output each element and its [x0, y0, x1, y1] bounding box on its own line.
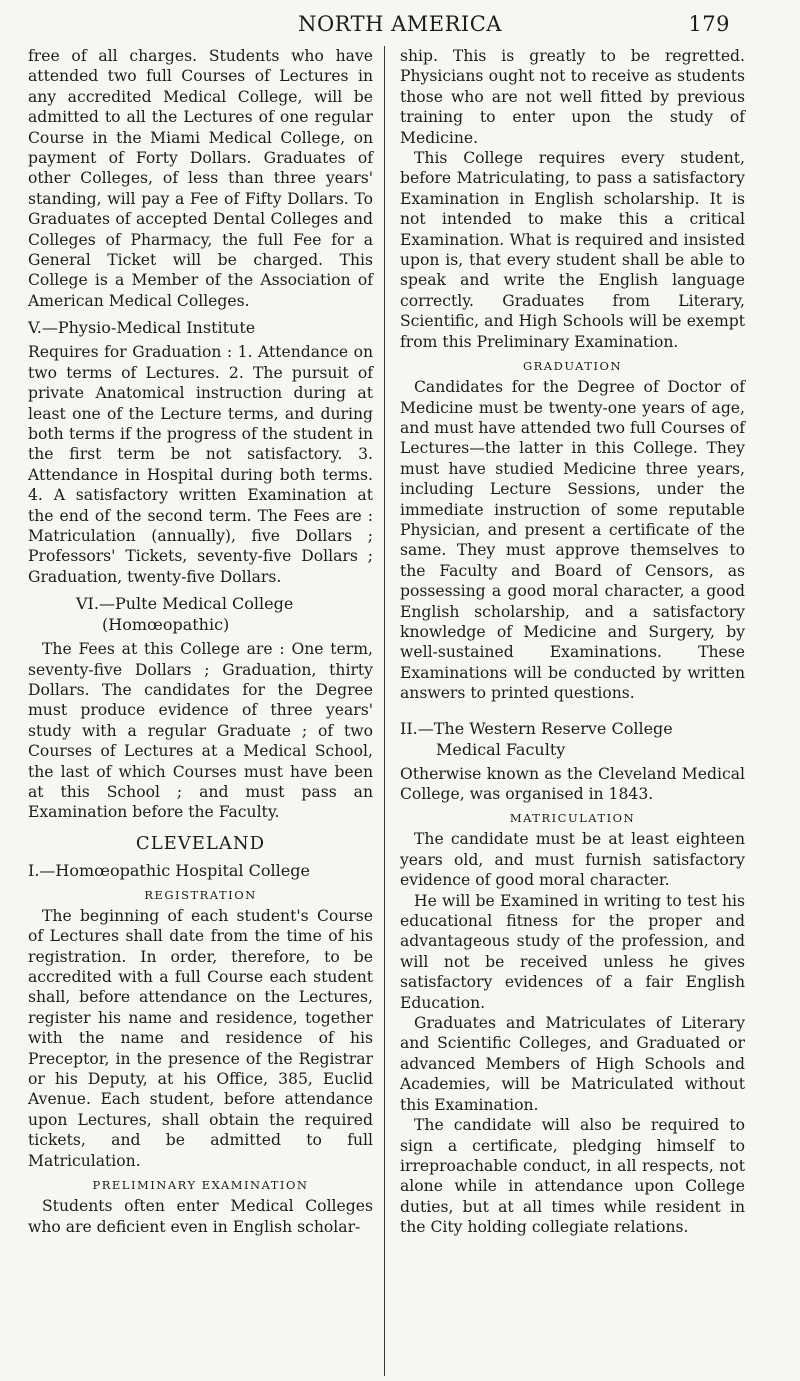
matriculation-paragraph-2: He will be Examined in writing to test his educational fitness for the proper and advantageous study of the profession, and will not be received unless he gives satisfactory evidences of a fair English Education.	[400, 891, 745, 1012]
pulte-heading: VI.—Pulte Medical College	[76, 594, 294, 614]
homoeopathic-hospital-heading: I.—Homœopathic Hospital College	[28, 860, 310, 880]
right-column	[400, 46, 745, 1238]
miami-fees-paragraph: free of all charges. Students who have attended two full Courses of Lectures in any accredited Medical College, will be admitted to all the Lectures of one regular Course in the Miami Medical College, on payment of Forty Dollars. Graduates of other Colleges, of less than three years' standing, will pay a Fee of Fifty Dollars. To Graduates of accepted Dental Colleges and Colleges of Pharmacy, the full Fee for a General Ticket will be charged. This College is a Member of the Association of American Medical Colleges.	[28, 47, 373, 310]
registration-subheading: REGISTRATION	[144, 887, 257, 902]
physio-medical-paragraph: Requires for Graduation : 1. Attendance on two terms of Lectures. 2. The pursuit of private Anatomical instruction during at least one of the Lecture terms, and during both terms if the progress of the student in the first term be not satisfactory. 3. Attendance in Hospital during both terms. 4. A satisfactory written Examination at the end of the second term. The Fees are : Matriculation (annually), five Dollars ; Professors' Tickets, seventy-five Dollars ; Graduation, twenty-five Dollars.	[28, 343, 373, 586]
matriculation-subheading: MATRICULATION	[509, 811, 636, 826]
graduation-subheading: GRADUATION	[522, 359, 623, 374]
column-divider	[384, 46, 385, 1376]
left-column	[28, 46, 373, 1237]
registration-paragraph: The beginning of each student's Course of Lectures shall date from the time of his registration. In order, therefore, to be accredited with a full Course each student shall, before attendance on the Lectures, register his name and residence, together with the name and residence of his Preceptor, in the presence of the Registrar or his Deputy, at his Office, 385, Euclid Avenue. Each student, before attendance upon Lectures, shall obtain the required tickets, and be admitted to full Matriculation.	[28, 906, 373, 1170]
english-examination-paragraph: This College requires every student, before Matriculating, to pass a satisfactory Examination in English scholarship. It is not intended to make this a critical Examination. What is required and insisted upon is, that every student shall be able to speak and write the English language correctly. Graduates from Literary, Scientific, and High Schools will be exempt from this Preliminary Examination.	[400, 149, 745, 351]
running-header	[50, 12, 750, 42]
pulte-paragraph: The Fees at this College are : One term, seventy-five Dollars ; Graduation, thirty Dollars. The candidates for the Degree must produce evidence of three years' study with a regular Graduate ; of two Courses of Lectures at a Medical School, the last of which Courses must have been at this School ; and must pass an Examination before the Faculty.	[28, 640, 373, 822]
western-reserve-paragraph: Otherwise known as the Cleveland Medical College, was organised in 1843.	[400, 764, 745, 803]
pulte-subheading: (Homœopathic)	[102, 615, 230, 635]
western-reserve-subheading: Medical Faculty	[436, 739, 566, 759]
western-reserve-heading: II.—The Western Reserve College	[400, 718, 673, 738]
scholarship-continuation-paragraph: ship. This is greatly to be regretted. Physicians ought not to receive as students those who are not well fitted by previous training to enter upon the study of Medicine.	[400, 47, 745, 147]
city-heading-cleveland: CLEVELAND	[135, 832, 266, 854]
matriculation-paragraph-4: The candidate will also be required to sign a certificate, pledging himself to irreproachable conduct, in all respects, not alone while in attendance upon College duties, but at all times while resident in the City holding collegiate relations.	[400, 1116, 745, 1237]
preliminary-examination-subheading: PRELIMINARY EXAMINATION	[92, 1178, 309, 1193]
matriculation-paragraph-3: Graduates and Matriculates of Literary and Scientific Colleges, and Graduated or advanced Members of High Schools and Academies, will be Matriculated without this Examination.	[400, 1014, 745, 1114]
matriculation-paragraph-1: The candidate must be at least eighteen years old, and must furnish satisfactory evidence of good moral character.	[400, 830, 745, 890]
graduation-paragraph: Candidates for the Degree of Doctor of Medicine must be twenty-one years of age, and must have attended two full Courses of Lectures—the latter in this College. They must have studied Medicine three years, including Lecture Sessions, under the immediate instruction of some reputable Physician, and present a certificate of the same. They must approve themselves to the Faculty and Board of Censors, as possessing a good moral character, a good English scholarship, and a satisfactory knowledge of Medicine and Surgery, by well-sustained Examinations. These Examinations will be conducted by written answers to printed questions.	[400, 378, 745, 703]
page-number: 179	[688, 12, 730, 36]
physio-medical-heading: V.—Physio-Medical Institute	[28, 318, 256, 338]
running-title: NORTH AMERICA	[298, 12, 502, 36]
preliminary-examination-paragraph: Students often enter Medical Colleges who are deficient even in English scholar-	[28, 1197, 373, 1236]
